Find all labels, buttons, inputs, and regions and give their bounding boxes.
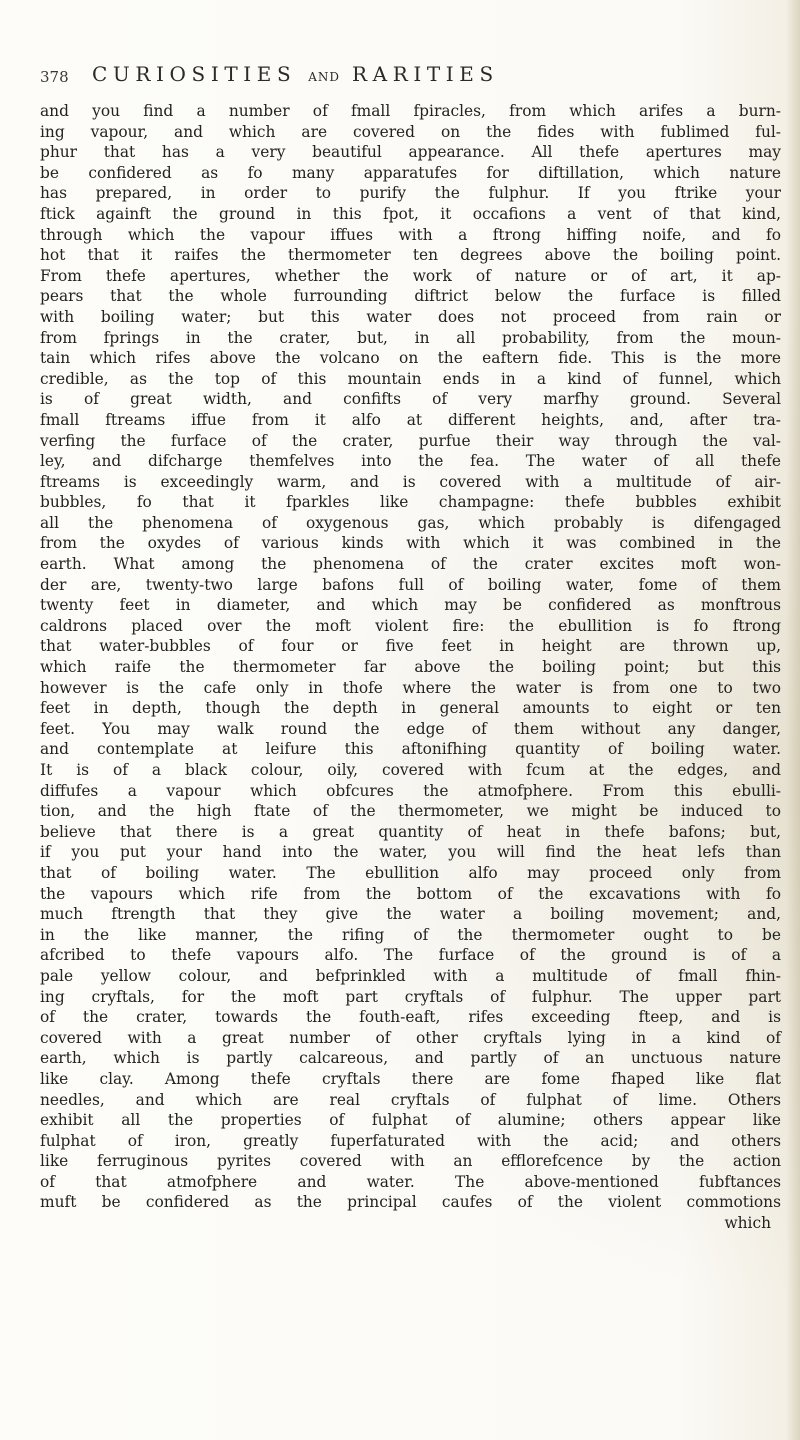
text-line: fulphat of iron, greatly fuperfaturated with the acid; and others (40, 1131, 781, 1150)
text-line: of the crater, towards the fouth-eaft, rifes exceeding fteep, and is (40, 1008, 781, 1027)
text-line: has prepared, in order to purify the fulphur. If you ftrike your (40, 184, 781, 203)
text-line: pale yellow colour, and befprinkled with a multitude of fmall fhin- (40, 966, 781, 985)
running-title (92, 62, 499, 86)
text-line: phur that has a very beautiful appearance. All thefe apertures may (40, 143, 781, 162)
text-line: and you find a number of fmall fpiracles, from which arifes a burn- (40, 102, 781, 120)
text-line: verfing the furface of the crater, purfue their way through the val- (40, 431, 781, 450)
text-line: which raife the thermometer far above the boiling point; but this (40, 658, 781, 677)
running-title-left: CURIOSITIES (92, 62, 297, 86)
text-line: fmall ftreams iffue from it alfo at different heights, and, after tra- (40, 410, 781, 429)
running-title-and: AND (308, 70, 341, 84)
page-number: 378 (40, 68, 69, 86)
text-line: ftick againft the ground in this fpot, it occafions a vent of that kind, (40, 204, 781, 223)
text-line: like clay. Among thefe cryftals there are fome fhaped like flat (40, 1069, 781, 1088)
text-line: twenty feet in diameter, and which may be confidered as monftrous (40, 596, 781, 615)
text-line: bubbles, fo that it fparkles like champagne: thefe bubbles exhibit (40, 493, 781, 512)
page-edge-shadow (786, 0, 800, 1440)
running-title-right: RARITIES (352, 62, 499, 86)
text-line: in the like manner, the rifing of the thermometer ought to be (40, 925, 781, 944)
text-line: through which the vapour iffues with a ftrong hiffing noife, and fo (40, 225, 781, 244)
text-line: much ftrength that they give the water a boiling movement; and, (40, 905, 781, 924)
text-line: feet. You may walk round the edge of them without any danger, (40, 719, 781, 738)
text-line: is of great width, and confifts of very marfhy ground. Several (40, 390, 781, 409)
text-line: ley, and difcharge themfelves into the fea. The water of all thefe (40, 452, 781, 471)
text-line: hot that it raifes the thermometer ten degrees above the boiling point. (40, 246, 781, 265)
text-line: earth, which is partly calcareous, and partly of an unctuous nature (40, 1049, 781, 1068)
text-line: credible, as the top of this mountain ends in a kind of funnel, which (40, 369, 781, 388)
text-line: all the phenomena of oxygenous gas, which probably is difengaged (40, 513, 781, 532)
text-line: needles, and which are real cryftals of fulphat of lime. Others (40, 1090, 781, 1109)
text-line: diffufes a vapour which obfcures the atmofphere. From this ebulli- (40, 781, 781, 800)
text-line: exhibit all the properties of fulphat of alumine; others appear like (40, 1111, 781, 1130)
text-line: earth. What among the phenomena of the crater excites moft won- (40, 555, 781, 574)
text-line: like ferruginous pyrites covered with an efflorefcence by the action (40, 1152, 781, 1171)
text-line: with boiling water; but this water does not proceed from rain or (40, 307, 781, 326)
running-head (40, 62, 780, 92)
text-line: It is of a black colour, oily, covered with fcum at the edges, and (40, 761, 781, 779)
text-line: tion, and the high ftate of the thermometer, we might be induced to (40, 802, 781, 821)
text-line: that of boiling water. The ebullition alfo may proceed only from (40, 863, 781, 882)
text-line: ing vapour, and which are covered on the fides with fublimed ful- (40, 122, 781, 141)
text-line: feet in depth, though the depth in general amounts to eight or ten (40, 699, 781, 718)
text-line: afcribed to thefe vapours alfo. The furface of the ground is of a (40, 946, 781, 965)
text-line: der are, twenty-two large bafons full of boiling water, fome of them (40, 575, 781, 594)
text-line: if you put your hand into the water, you will find the heat lefs than (40, 843, 781, 862)
text-line: From thefe apertures, whether the work of nature or of art, it ap- (40, 266, 781, 285)
text-line: covered with a great number of other cryftals lying in a kind of (40, 1028, 781, 1047)
text-line: pears that the whole furrounding diftrict below the furface is filled (40, 287, 781, 306)
text-line: believe that there is a great quantity of heat in thefe bafons; but, (40, 822, 781, 841)
text-line: be confidered as fo many apparatufes for diftillation, which nature (40, 163, 781, 182)
catchword: which (724, 1214, 771, 1233)
text-line: of that atmofphere and water. The above-mentioned fubftances (40, 1172, 781, 1191)
text-line: ing cryftals, for the moft part cryftals of fulphur. The upper part (40, 987, 781, 1006)
text-line: caldrons placed over the moft violent fire: the ebullition is fo ftrong (40, 616, 781, 635)
text-line: and contemplate at leifure this aftonifhing quantity of boiling water. (40, 740, 781, 759)
text-line: tain which rifes above the volcano on the eaftern fide. This is the more (40, 349, 781, 368)
text-line: from the oxydes of various kinds with which it was combined in the (40, 534, 781, 553)
text-line: however is the cafe only in thofe where the water is from one to two (40, 678, 781, 697)
text-line: ftreams is exceedingly warm, and is covered with a multitude of air- (40, 472, 781, 491)
text-line: that water-bubbles of four or five feet in height are thrown up, (40, 637, 781, 656)
text-line: muft be confidered as the principal caufes of the violent commotions (40, 1193, 781, 1212)
text-line: the vapours which rife from the bottom of the excavations with fo (40, 884, 781, 903)
body-text (40, 101, 781, 1421)
text-line: from fprings in the crater, but, in all probability, from the moun- (40, 328, 781, 347)
